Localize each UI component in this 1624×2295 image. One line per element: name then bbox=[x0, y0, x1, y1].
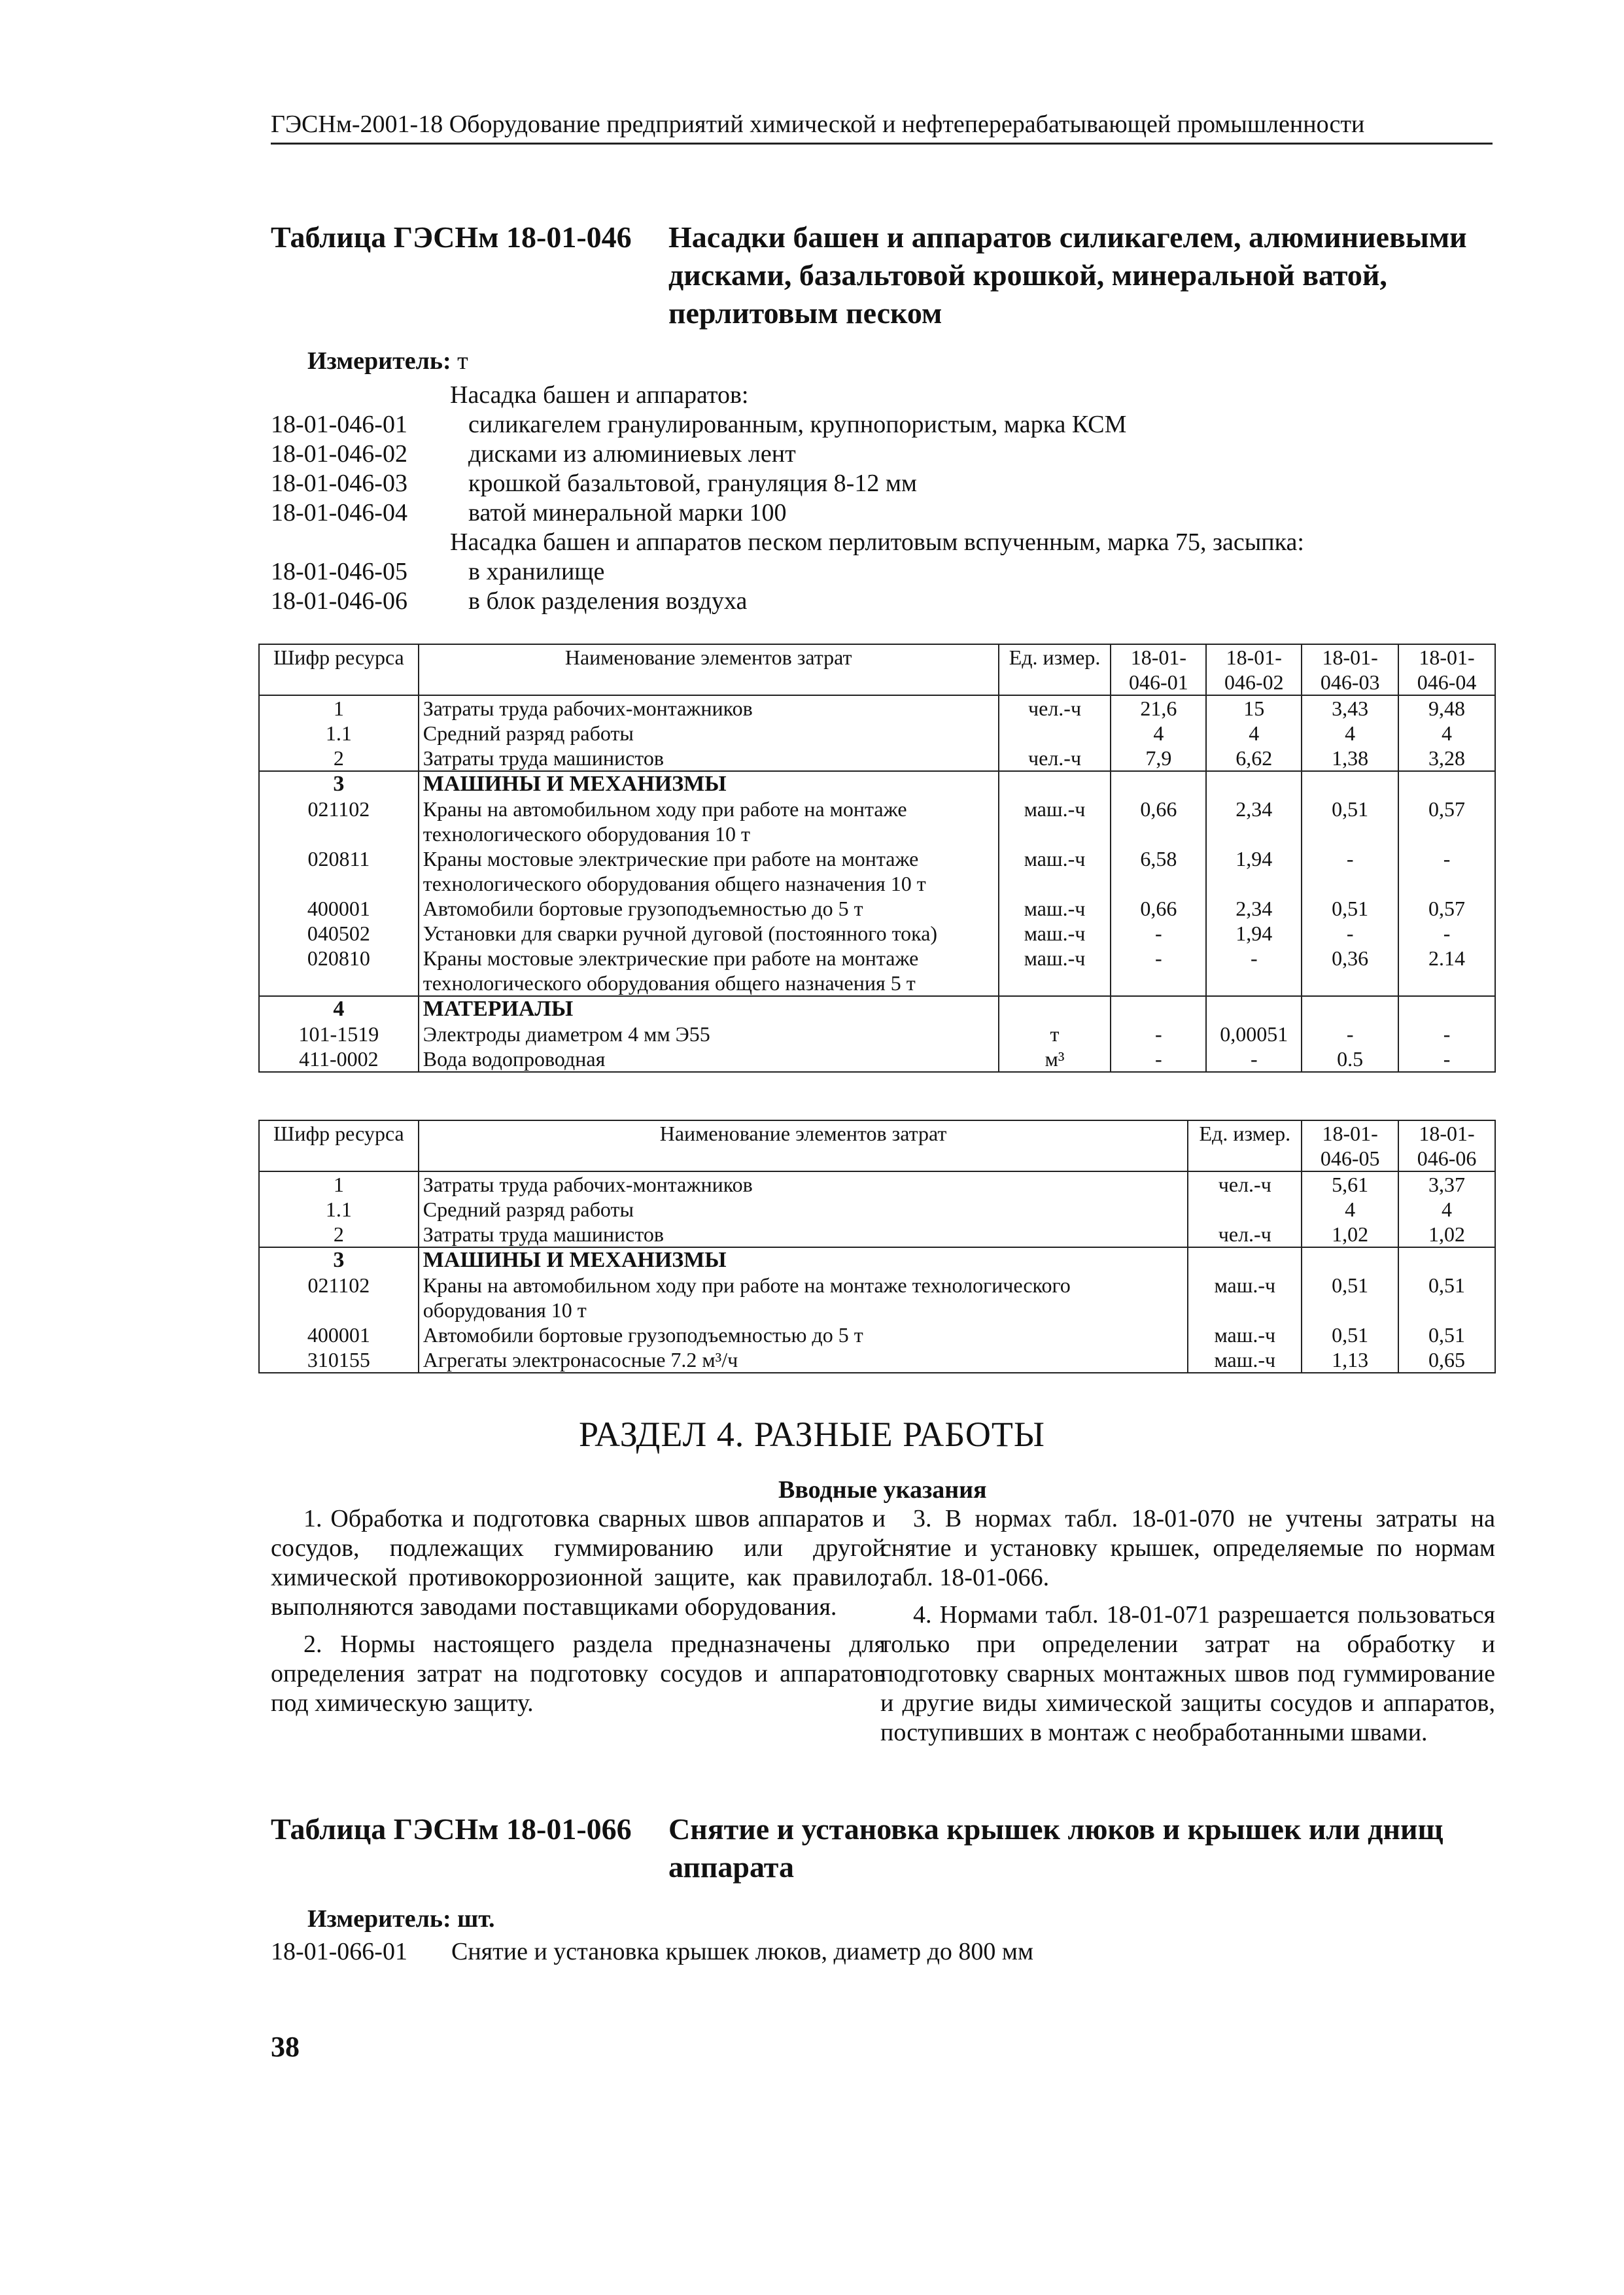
table-row bbox=[259, 797, 1495, 846]
norm-code: 18-01-046-01 bbox=[271, 411, 407, 438]
cell-value: 4 bbox=[1398, 1197, 1495, 1222]
cell-code: 040502 bbox=[259, 921, 419, 946]
norm-desc: крошкой базальтовой, грануляция 8-12 мм bbox=[468, 470, 917, 497]
cell-value: - bbox=[1398, 1022, 1495, 1046]
cell-value bbox=[1398, 771, 1495, 797]
cell-value: - bbox=[1302, 921, 1398, 946]
cell-unit: маш.-ч bbox=[999, 896, 1111, 921]
header-norm: 18-01-046-03 bbox=[1302, 644, 1398, 695]
header-name: Наименование элементов затрат bbox=[419, 1120, 1188, 1171]
meter-label: Измеритель: bbox=[307, 1905, 451, 1933]
cell-code: 310155 bbox=[259, 1347, 419, 1373]
norm-code: 18-01-066-01 bbox=[271, 1938, 407, 1965]
cell-unit: маш.-ч bbox=[999, 797, 1111, 846]
norm-desc: дисками из алюминиевых лент bbox=[468, 440, 796, 468]
cell-value: 0,51 bbox=[1398, 1322, 1495, 1347]
norm-code: 18-01-046-06 bbox=[271, 587, 407, 615]
cell-code: 021102 bbox=[259, 1273, 419, 1322]
header-name: Наименование элементов затрат bbox=[419, 644, 999, 695]
table-row bbox=[259, 996, 1495, 1022]
cell-value bbox=[1111, 771, 1206, 797]
cell-unit: маш.-ч bbox=[1188, 1347, 1302, 1373]
cell-value: 2,34 bbox=[1206, 797, 1302, 846]
cell-value: 5,61 bbox=[1302, 1171, 1398, 1197]
running-header: ГЭСНм-2001-18 Оборудование предприятий химической и нефтеперерабатывающей промышленности bbox=[271, 110, 1493, 145]
cell-value: - bbox=[1302, 1022, 1398, 1046]
cell-code: 400001 bbox=[259, 1322, 419, 1347]
table-row bbox=[259, 721, 1495, 746]
cell-value bbox=[1206, 771, 1302, 797]
cell-value: 4 bbox=[1111, 721, 1206, 746]
table-row bbox=[259, 921, 1495, 946]
cell-name: Краны мостовые электрические при работе на монтаже технологического оборудования общего назначения 10 т bbox=[419, 846, 999, 896]
cell-value: 0,51 bbox=[1302, 896, 1398, 921]
cell-value: 0.5 bbox=[1302, 1046, 1398, 1072]
cell-value: 2.14 bbox=[1398, 946, 1495, 996]
cell-value: - bbox=[1398, 1046, 1495, 1072]
cell-unit: маш.-ч bbox=[1188, 1273, 1302, 1322]
cell-value: 3,28 bbox=[1398, 746, 1495, 771]
cell-unit: маш.-ч bbox=[999, 921, 1111, 946]
meter-label: Измеритель: bbox=[307, 347, 451, 375]
cell-code: 3 bbox=[259, 771, 419, 797]
resource-table-1 bbox=[258, 644, 1496, 1073]
intro-paragraph: 4. Нормами табл. 18-01-071 разрешается пользоваться только при определении затрат на обработку и подготовку сварных монтажных швов под гуммирование и другие виды химической защиты сосудов и аппаратов, поступивших в монтаж с необработанными швами. bbox=[880, 1601, 1495, 1746]
cell-value: 0,36 bbox=[1302, 946, 1398, 996]
norm-code: 18-01-046-05 bbox=[271, 558, 407, 585]
cell-name: Затраты труда рабочих-монтажников bbox=[419, 1171, 1188, 1197]
cell-unit bbox=[999, 996, 1111, 1022]
cell-value bbox=[1206, 996, 1302, 1022]
intro-right-column bbox=[880, 1504, 1495, 1748]
cell-value bbox=[1398, 996, 1495, 1022]
cell-name: Затраты труда машинистов bbox=[419, 1222, 1188, 1247]
cell-name: Краны мостовые электрические при работе на монтаже технологического оборудования общего назначения 5 т bbox=[419, 946, 999, 996]
cell-code: 021102 bbox=[259, 797, 419, 846]
table-row bbox=[259, 695, 1495, 721]
cell-value: 0,51 bbox=[1302, 1322, 1398, 1347]
meter-unit: шт. bbox=[457, 1905, 495, 1933]
table-row bbox=[259, 1171, 1495, 1197]
cell-name: Краны на автомобильном ходу при работе на монтаже технологического оборудования 10 т bbox=[419, 1273, 1188, 1322]
cell-value: 2,34 bbox=[1206, 896, 1302, 921]
header-unit: Ед. измер. bbox=[1188, 1120, 1302, 1171]
norm-code: 18-01-046-03 bbox=[271, 470, 407, 497]
header-norm: 18-01-046-06 bbox=[1398, 1120, 1495, 1171]
table-row bbox=[259, 1222, 1495, 1247]
cell-unit: чел.-ч bbox=[999, 746, 1111, 771]
cell-code: 101-1519 bbox=[259, 1022, 419, 1046]
cell-value: - bbox=[1398, 921, 1495, 946]
cell-name: Затраты труда машинистов bbox=[419, 746, 999, 771]
cell-code: 020810 bbox=[259, 946, 419, 996]
cell-code: 2 bbox=[259, 1222, 419, 1247]
cell-value: 0,66 bbox=[1111, 896, 1206, 921]
cell-unit: чел.-ч bbox=[1188, 1222, 1302, 1247]
group-heading: Насадка башен и аппаратов песком перлитовым вспученным, марка 75, засыпка: bbox=[450, 528, 1304, 556]
cell-value: - bbox=[1206, 946, 1302, 996]
norm-desc: в хранилище bbox=[468, 558, 605, 585]
cell-value: 0,57 bbox=[1398, 797, 1495, 846]
intro-left-column bbox=[271, 1504, 886, 1718]
table-row bbox=[259, 1247, 1495, 1273]
cell-value: - bbox=[1111, 1046, 1206, 1072]
cell-name: Средний разряд работы bbox=[419, 721, 999, 746]
group-heading: Насадка башен и аппаратов: bbox=[450, 381, 749, 409]
cell-value: 1,94 bbox=[1206, 846, 1302, 896]
cell-value: - bbox=[1111, 1022, 1206, 1046]
cell-value: - bbox=[1111, 921, 1206, 946]
table-row bbox=[259, 1273, 1495, 1322]
cell-name: Затраты труда рабочих-монтажников bbox=[419, 695, 999, 721]
cell-name: Автомобили бортовые грузоподъемностью до 5 т bbox=[419, 1322, 1188, 1347]
cell-value: 4 bbox=[1398, 721, 1495, 746]
cell-unit bbox=[999, 721, 1111, 746]
cell-value: 4 bbox=[1206, 721, 1302, 746]
cell-unit: маш.-ч bbox=[999, 846, 1111, 896]
cell-value: 4 bbox=[1302, 1197, 1398, 1222]
section-title: РАЗДЕЛ 4. РАЗНЫЕ РАБОТЫ bbox=[578, 1415, 1045, 1454]
cell-unit bbox=[1188, 1247, 1302, 1273]
cell-value: 6,58 bbox=[1111, 846, 1206, 896]
cell-value: 1,38 bbox=[1302, 746, 1398, 771]
table-row bbox=[259, 896, 1495, 921]
cell-name: Средний разряд работы bbox=[419, 1197, 1188, 1222]
table-row bbox=[259, 946, 1495, 996]
cell-code: 1 bbox=[259, 1171, 419, 1197]
norm-desc: силикагелем гранулированным, крупнопористым, марка КСМ bbox=[468, 411, 1127, 438]
table-label: Таблица ГЭСНм 18-01-046 bbox=[271, 220, 632, 254]
norm-code: 18-01-046-04 bbox=[271, 499, 407, 526]
cell-name: МАШИНЫ И МЕХАНИЗМЫ bbox=[419, 1247, 1188, 1273]
cell-code: 1.1 bbox=[259, 721, 419, 746]
header-norm: 18-01-046-02 bbox=[1206, 644, 1302, 695]
cell-name: Электроды диаметром 4 мм Э55 bbox=[419, 1022, 999, 1046]
cell-code: 1 bbox=[259, 695, 419, 721]
table-title: Снятие и установка крышек люков и крышек или днищ аппарата bbox=[668, 1812, 1443, 1884]
table-row bbox=[259, 1197, 1495, 1222]
intro-paragraph: 2. Нормы настоящего раздела предназначены для определения затрат на подготовку сосудов и аппаратов под химическую защиту. bbox=[271, 1631, 886, 1717]
cell-value bbox=[1302, 996, 1398, 1022]
table-row bbox=[259, 846, 1495, 896]
header-code: Шифр ресурса bbox=[259, 1120, 419, 1171]
cell-code: 3 bbox=[259, 1247, 419, 1273]
cell-code: 020811 bbox=[259, 846, 419, 896]
cell-value bbox=[1302, 1247, 1398, 1273]
cell-value: 0,00051 bbox=[1206, 1022, 1302, 1046]
cell-name: Вода водопроводная bbox=[419, 1046, 999, 1072]
cell-code: 4 bbox=[259, 996, 419, 1022]
cell-unit: маш.-ч bbox=[1188, 1322, 1302, 1347]
resource-table-2 bbox=[258, 1120, 1496, 1373]
table-title: Насадки башен и аппаратов силикагелем, алюминиевыми дисками, базальтовой крошкой, минеральной ватой, перлитовым песком bbox=[668, 220, 1467, 330]
cell-value: - bbox=[1206, 1046, 1302, 1072]
cell-value: 0,65 bbox=[1398, 1347, 1495, 1373]
table-row bbox=[259, 746, 1495, 771]
cell-value bbox=[1302, 771, 1398, 797]
cell-code: 1.1 bbox=[259, 1197, 419, 1222]
cell-name: МАТЕРИАЛЫ bbox=[419, 996, 999, 1022]
cell-value: 1,13 bbox=[1302, 1347, 1398, 1373]
header-code: Шифр ресурса bbox=[259, 644, 419, 695]
cell-value: - bbox=[1398, 846, 1495, 896]
cell-name: МАШИНЫ И МЕХАНИЗМЫ bbox=[419, 771, 999, 797]
cell-unit: т bbox=[999, 1022, 1111, 1046]
cell-value: 15 bbox=[1206, 695, 1302, 721]
norm-desc: ватой минеральной марки 100 bbox=[468, 499, 787, 526]
cell-unit: чел.-ч bbox=[999, 695, 1111, 721]
table-row bbox=[259, 1347, 1495, 1373]
cell-unit bbox=[1188, 1197, 1302, 1222]
cell-unit bbox=[999, 771, 1111, 797]
cell-value: 1,02 bbox=[1302, 1222, 1398, 1247]
intro-paragraph: 1. Обработка и подготовка сварных швов аппаратов и сосудов, подлежащих гуммированию или другой химической противокоррозионной защите, как правило, выполняются заводами поставщиками оборудования. bbox=[271, 1505, 886, 1621]
intro-title: Вводные указания bbox=[778, 1476, 987, 1504]
header-unit: Ед. измер. bbox=[999, 644, 1111, 695]
cell-code: 400001 bbox=[259, 896, 419, 921]
cell-value: 1,02 bbox=[1398, 1222, 1495, 1247]
cell-value: - bbox=[1111, 946, 1206, 996]
cell-value: - bbox=[1302, 846, 1398, 896]
cell-value: 0,57 bbox=[1398, 896, 1495, 921]
cell-value: 0,51 bbox=[1302, 797, 1398, 846]
cell-name: Агрегаты электронасосные 7.2 м³/ч bbox=[419, 1347, 1188, 1373]
norm-desc: в блок разделения воздуха bbox=[468, 587, 748, 615]
table-row bbox=[259, 1046, 1495, 1072]
header-norm: 18-01-046-04 bbox=[1398, 644, 1495, 695]
cell-value bbox=[1398, 1247, 1495, 1273]
header-norm: 18-01-046-01 bbox=[1111, 644, 1206, 695]
table-label: Таблица ГЭСНм 18-01-066 bbox=[271, 1812, 632, 1846]
meter bbox=[307, 1905, 495, 1933]
norm-code: 18-01-046-02 bbox=[271, 440, 407, 468]
cell-code: 411-0002 bbox=[259, 1046, 419, 1072]
cell-value: 4 bbox=[1302, 721, 1398, 746]
cell-value: 21,6 bbox=[1111, 695, 1206, 721]
meter bbox=[307, 347, 468, 375]
cell-value: 3,37 bbox=[1398, 1171, 1495, 1197]
cell-unit: м³ bbox=[999, 1046, 1111, 1072]
table-row bbox=[259, 771, 1495, 797]
cell-code: 2 bbox=[259, 746, 419, 771]
cell-unit: маш.-ч bbox=[999, 946, 1111, 996]
cell-unit: чел.-ч bbox=[1188, 1171, 1302, 1197]
cell-value: 6,62 bbox=[1206, 746, 1302, 771]
table-row bbox=[259, 1322, 1495, 1347]
cell-value: 9,48 bbox=[1398, 695, 1495, 721]
meter-unit: т bbox=[457, 347, 468, 375]
cell-value: 0,66 bbox=[1111, 797, 1206, 846]
page-number: 38 bbox=[271, 2031, 300, 2063]
header-norm: 18-01-046-05 bbox=[1302, 1120, 1398, 1171]
cell-name: Автомобили бортовые грузоподъемностью до 5 т bbox=[419, 896, 999, 921]
cell-name: Установки для сварки ручной дуговой (постоянного тока) bbox=[419, 921, 999, 946]
intro-paragraph: 3. В нормах табл. 18-01-070 не учтены затраты на снятие и установку крышек, определяемые по нормам табл. 18-01-066. bbox=[880, 1505, 1495, 1591]
cell-value: 1,94 bbox=[1206, 921, 1302, 946]
norm-desc: Снятие и установка крышек люков, диаметр до 800 мм bbox=[451, 1938, 1033, 1965]
cell-value: 0,51 bbox=[1302, 1273, 1398, 1322]
cell-value bbox=[1111, 996, 1206, 1022]
cell-name: Краны на автомобильном ходу при работе на монтаже технологического оборудования 10 т bbox=[419, 797, 999, 846]
cell-value: 0,51 bbox=[1398, 1273, 1495, 1322]
cell-value: 3,43 bbox=[1302, 695, 1398, 721]
table-row bbox=[259, 1022, 1495, 1046]
cell-value: 7,9 bbox=[1111, 746, 1206, 771]
